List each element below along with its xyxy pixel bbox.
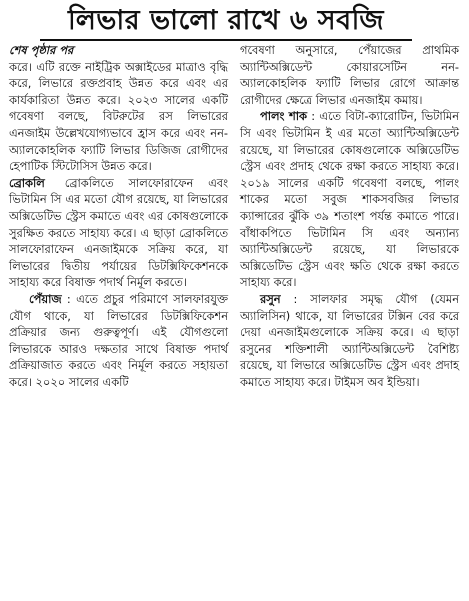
continued-from-label: শেষ পৃষ্ঠার পর	[9, 43, 74, 57]
column-right	[240, 42, 459, 390]
garlic-title: রসুন	[260, 291, 281, 306]
beetroot-text: করে। এটি রক্তে নাইট্রিক অক্সাইডের মাত্রাও বৃদ্ধি করে, লিভারে রক্তপ্রবাহ উন্নত করে এবং এর কার্যকারিতা উন্নত করে। ২০২৩ সালের একটি গবেষণা বলছে, বিটরুটের রস লিভারের এনজাইম উল্লেখযোগ্যভাবে হ্রাস করে এবং নন-অ্যালকোহলিক ফ্যাটি লিভার ডিজিজ রোগীদের হেপাটিক স্টিটোসিস উন্নত করে।	[9, 59, 228, 174]
headline: লিভার ভালো রাখে ৬ সবজি	[67, 5, 385, 36]
beetroot-paragraph	[9, 59, 228, 175]
garlic-paragraph	[240, 291, 459, 391]
source-credit: টাইমস অব ইন্ডিয়া।	[334, 374, 420, 389]
onion-continued-paragraph	[240, 42, 459, 108]
headline-block	[40, 4, 412, 41]
broccoli-paragraph	[9, 175, 228, 291]
spinach-paragraph	[240, 108, 459, 291]
onion-paragraph	[9, 291, 228, 391]
column-left	[9, 42, 228, 390]
broccoli-text: ব্রোকলিতে সালফোরাফেন এবং ভিটামিন সি এর মতো যৌগ রয়েছে, যা লিভারের অক্সিডেটিভ স্ট্রেস কমাতে এবং এর কোষগুলোকে সুরক্ষিত করতে সাহায্য করে। এ ছাড়া ব্রোকলিতে সালফোরাফেন এনজাইমকে সক্রিয় করে, যা লিভারের দ্বিতীয় পর্যায়ের ডিটক্সিফিকেশনকে সাহায্য করে বিষাক্ত পদার্থ নির্মূল করতে।	[9, 175, 228, 290]
onion-text: : এতে প্রচুর পরিমাণে সালফারযুক্ত যৌগ থাকে, যা লিভারের ডিটক্সিফিকেশন প্রক্রিয়ার জন্য গুরুত্বপূর্ণ। এই যৌগগুলো লিভারকে আরও দক্ষতার সাথে বিষাক্ত পদার্থ প্রক্রিয়াজাত করতে এবং নির্মূল করতে সহায়তা করে। ২০২০ সালের একটি	[9, 291, 228, 389]
onion-continued-text: গবেষণা অনুসারে, পেঁয়াজের প্রাথমিক অ্যান্টিঅক্সিডেন্ট কোয়ারসেটিন নন-অ্যালকোহলিক ফ্যাটি লিভার রোগে আক্রান্ত রোগীদের ক্ষেত্রে লিভার এনজাইম কমায়।	[240, 43, 459, 107]
broccoli-title: ব্রোকলি	[9, 175, 45, 190]
garlic-text: : সালফার সমৃদ্ধ যৌগ (যেমন অ্যালিসিন) থাকে, যা লিভারের টক্সিন বের করে দেয়া এনজাইমগুলোকে সক্রিয় করে। এ ছাড়া রসুনের শক্তিশালী অ্যান্টিঅক্সিডেন্ট বৈশিষ্ট্য রয়েছে, যা লিভারে অক্সিডেটিভ স্ট্রেস এবং প্রদাহ কমাতে সাহায্য করে।	[240, 291, 459, 389]
spinach-text: : এতে বিটা-ক্যারোটিন, ভিটামিন সি এবং ভিটামিন ই এর মতো অ্যান্টিঅক্সিডেন্ট রয়েছে, যা লিভারের কোষগুলোকে অক্সিডেটিভ স্ট্রেস এবং প্রদাহ থেকে রক্ষা করতে সাহায্য করে। ২০১৯ সালের একটি গবেষণা বলছে, পালং শাকের মতো সবুজ শাকসবজির লিভার ক্যান্সারের ঝুঁকি ৩৯ শতাংশ পর্যন্ত কমাতে পারে। বাঁধাকপিতে ভিটামিন সি এবং অন্যান্য অ্যান্টিঅক্সিডেন্ট রয়েছে, যা লিভারকে অক্সিডেটিভ স্ট্রেস এবং ক্ষতি থেকে রক্ষা করতে সাহায্য করে।	[240, 109, 460, 290]
onion-title: পেঁয়াজ	[29, 291, 62, 306]
spinach-title: পালং শাক	[260, 109, 308, 124]
headline-underline	[40, 39, 412, 41]
